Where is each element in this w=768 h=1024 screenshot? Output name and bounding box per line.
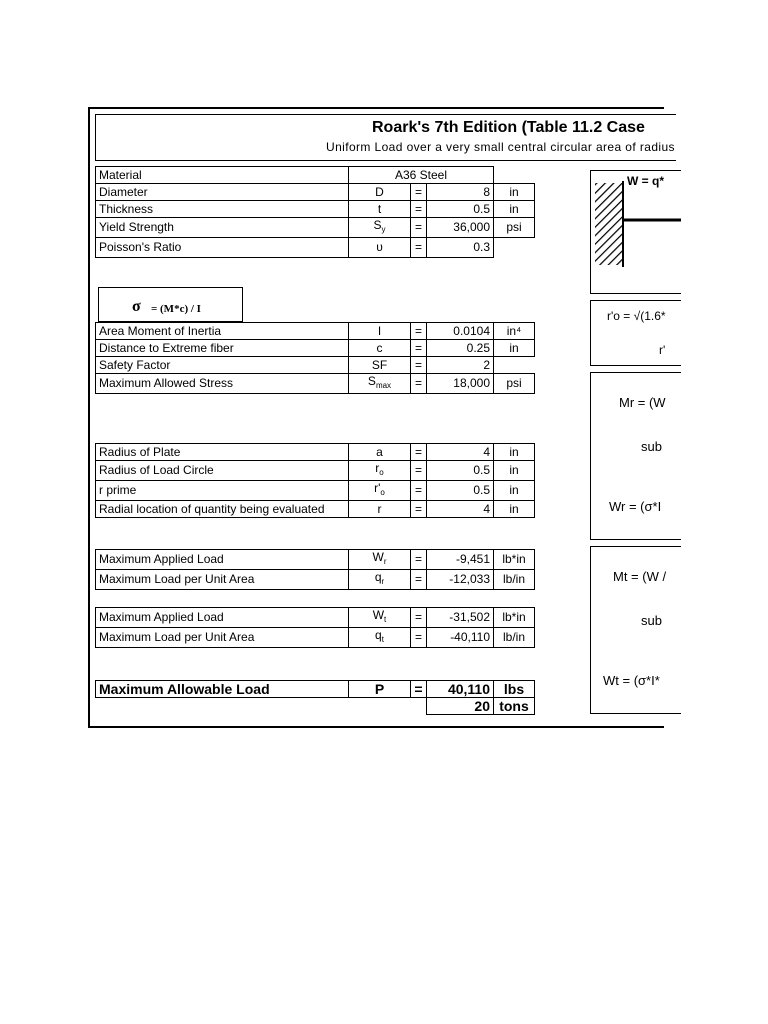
r-prime-formula-box — [590, 300, 681, 366]
safety-factor-value[interactable]: 2 — [427, 357, 494, 374]
tangential-moment-box — [590, 546, 681, 714]
table-row: Maximum Allowable Load P = 40,110 lbs — [96, 681, 535, 698]
max-allowable-load-value[interactable]: 40,110 — [427, 681, 494, 698]
stress-formula: = (M*c) / I — [151, 303, 201, 315]
max-allowable-load-tons[interactable]: 20 — [427, 698, 494, 715]
r-prime-formula-2: r' — [659, 343, 666, 357]
r-prime-value[interactable]: 0.5 — [427, 481, 494, 501]
load-diagram-box — [590, 170, 681, 294]
table-row: Distance to Extreme fiber c = 0.25 in — [96, 340, 535, 357]
table-row: Poisson's Ratio υ = 0.3 — [96, 238, 535, 258]
radial-moment-box — [590, 372, 681, 540]
table-row: r prime $r'_o$ = 0.5 in — [96, 481, 535, 501]
table-row: Thickness t = 0.5 in — [96, 201, 535, 218]
table-row: Maximum Load per Unit Area $q_r$ = -12,033 lb/in — [96, 570, 535, 590]
inertia-value[interactable]: 0.0104 — [427, 323, 494, 340]
table-row: Yield Strength $S_y$ = 36,000 psi — [96, 218, 535, 238]
tangential-load-formula: Wt = (σ*I* — [603, 673, 660, 688]
fixed-support-hatch — [595, 183, 623, 265]
radial-applied-load-value[interactable]: -9,451 — [427, 550, 494, 570]
table-row: Diameter D = 8 in — [96, 184, 535, 201]
max-stress-value[interactable]: 18,000 — [427, 374, 494, 394]
table-row: Radial location of quantity being evaluated r = 4 in — [96, 501, 535, 518]
tangential-applied-load-value[interactable]: -31,502 — [427, 608, 494, 628]
radial-moment-formula: Mr = (W — [619, 395, 666, 410]
plate-radius-value[interactable]: 4 — [427, 444, 494, 461]
table-row: Maximum Applied Load $W_t$ = -31,502 lb*in — [96, 608, 535, 628]
extreme-fiber-value[interactable]: 0.25 — [427, 340, 494, 357]
substitution-label-2: sub — [641, 613, 662, 628]
diagram-load-label: W = q* — [627, 174, 665, 188]
page-subtitle: Uniform Load over a very small central circular area of radius — [326, 140, 675, 154]
tangential-moment-formula: Mt = (W / — [613, 569, 667, 584]
page-title: Roark's 7th Edition (Table 11.2 Case — [372, 119, 645, 136]
tangential-unit-load-value[interactable]: -40,110 — [427, 628, 494, 648]
substitution-label-1: sub — [641, 439, 662, 454]
radial-location-value[interactable]: 4 — [427, 501, 494, 518]
load-circle-radius-value[interactable]: 0.5 — [427, 461, 494, 481]
table-row: Safety Factor SF = 2 — [96, 357, 535, 374]
table-row: Area Moment of Inertia I = 0.0104 in⁴ — [96, 323, 535, 340]
thickness-value[interactable]: 0.5 — [427, 201, 494, 218]
material-value[interactable]: A36 Steel — [349, 167, 494, 184]
table-row: Radius of Load Circle $r_o$ = 0.5 in — [96, 461, 535, 481]
table-row: Radius of Plate a = 4 in — [96, 444, 535, 461]
table-row: Maximum Load per Unit Area $q_t$ = -40,110 lb/in — [96, 628, 535, 648]
result-label: Maximum Allowable Load — [96, 681, 349, 698]
table-row: Maximum Allowed Stress $S_{max}$ = 18,000 psi — [96, 374, 535, 394]
diameter-value[interactable]: 8 — [427, 184, 494, 201]
radial-load-formula: Wr = (σ*I — [609, 499, 662, 514]
material-label: Material — [96, 167, 349, 184]
r-prime-formula: r'o = √(1.6* — [607, 309, 666, 323]
yield-strength-value[interactable]: 36,000 — [427, 218, 494, 238]
sigma-symbol: σ — [132, 298, 141, 315]
radial-unit-load-value[interactable]: -12,033 — [427, 570, 494, 590]
poisson-ratio-value[interactable]: 0.3 — [427, 238, 494, 258]
plate-diagram — [591, 171, 681, 293]
table-row: Maximum Applied Load $W_r$ = -9,451 lb*in — [96, 550, 535, 570]
table-row: 20 tons — [96, 698, 535, 715]
